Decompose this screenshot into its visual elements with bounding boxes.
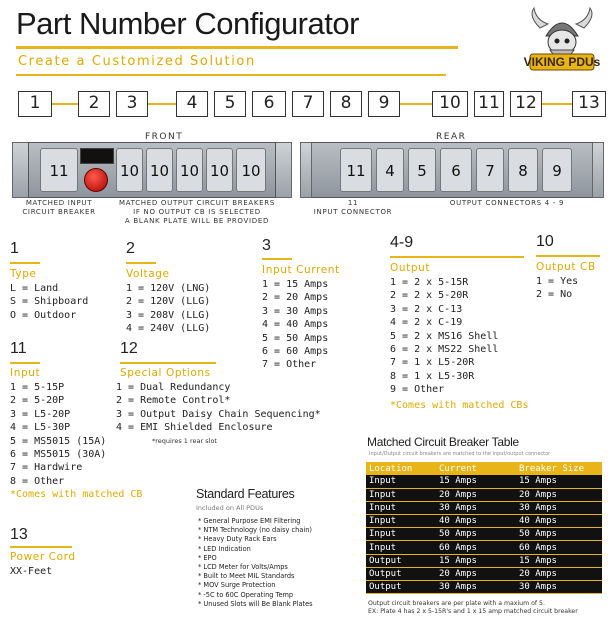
section-11-options: 1 = 5-15P 2 = 5-20P 3 = L5-20P 4 = L5-30P 5 = MS5015 (15A) 6 = MS5015 (30A) 7 = Hardwire 8 = Other [10,382,107,487]
cell: 30 Amps [436,501,516,514]
front-slot-output-cb: 10 [206,148,233,192]
section-rule [390,256,524,258]
rear-rail-right [592,142,604,198]
cb-table-header: Location [366,462,436,475]
cell: 50 Amps [436,528,516,541]
cb-table-footnote: Output circuit breakers are per plate with a maxium of 5. EX: Plate 4 has 2 x 5-15R's and 1 x 15 amp matched circuit breaker [368,600,578,615]
title-rule [16,46,458,49]
part-box-8[interactable]: 8 [330,91,362,117]
page-subtitle: Create a Customized Solution [18,54,256,69]
rear-slot-output: 5 [408,148,436,192]
front-slot-output-cb: 10 [176,148,203,192]
section-12-note: *requires 1 rear slot [152,437,217,445]
cell: 60 Amps [436,541,516,554]
cell: 30 Amps [436,581,516,594]
section-12-number: 12 [120,340,138,357]
cell: Output [366,567,436,580]
cell: 15 Amps [516,475,602,488]
section-1-number: 1 [10,240,19,257]
cell: Input [366,541,436,554]
rear-slot-output: 4 [376,148,404,192]
table-row [366,515,602,528]
cell: 15 Amps [436,475,516,488]
front-caption-input: MATCHED INPUT CIRCUIT BREAKER [22,199,96,216]
section-1-heading: Type [10,268,37,280]
cell: Input [366,488,436,501]
front-slot-output-cb: 10 [116,148,143,192]
table-row [366,528,602,541]
part-box-9[interactable]: 9 [368,91,400,117]
cell: 15 Amps [516,554,602,567]
cell: Input [366,528,436,541]
rear-caption-input: 11 INPUT CONNECTOR [313,199,393,216]
part-box-1[interactable]: 1 [18,91,52,117]
section-2-heading: Voltage [126,268,170,280]
rear-slot-input-connector: 11 [340,148,372,192]
cell: 20 Amps [436,567,516,580]
cell: Input [366,515,436,528]
section-12-heading: Special Options [120,367,211,379]
standard-features-title: Standard Features [196,487,295,501]
section-4-9-note: *Comes with matched CBs [390,400,529,411]
table-row [366,554,602,567]
section-4-9-options: 1 = 2 x 5-15R 2 = 2 x 5-20R 3 = 2 x C-13 4 = 2 x C-19 5 = 2 x MS16 Shell 6 = 2 x MS22 Shell 7 = 1 x L5-20R 8 = 1 x L5-30R 9 = Other [390,277,499,396]
section-13-number: 13 [10,526,28,543]
front-label: FRONT [145,132,184,142]
table-row [366,488,602,501]
section-13-options: XX-Feet [10,566,53,577]
rear-caption-output: OUTPUT CONNECTORS 4 - 9 [449,199,565,207]
connector [148,103,176,105]
section-11-note: *Comes with matched CB [10,489,143,500]
section-3-heading: Input Current [262,264,340,276]
subtitle-rule [16,74,446,76]
part-box-3[interactable]: 3 [116,91,148,117]
cell: 60 Amps [516,541,602,554]
page-title: Part Number Configurator [16,6,359,41]
standard-features-subtitle: Included on All PDUs [196,504,264,512]
part-box-10[interactable]: 10 [432,91,468,117]
cell: Output [366,554,436,567]
table-row [366,567,602,580]
connector [400,103,432,105]
cell: 40 Amps [436,515,516,528]
cell: Input [366,501,436,514]
part-box-6[interactable]: 6 [252,91,286,117]
cell: 15 Amps [436,554,516,567]
viking-logo [520,6,604,84]
part-box-4[interactable]: 4 [176,91,208,117]
section-11-heading: Input [10,367,41,379]
cell: 20 Amps [436,488,516,501]
section-10-number: 10 [536,233,554,250]
part-box-12[interactable]: 12 [510,91,542,117]
cell: 40 Amps [516,515,602,528]
connector [542,103,572,105]
cell: Output [366,581,436,594]
rear-slot-output: 7 [476,148,504,192]
section-11-number: 11 [10,340,27,357]
section-rule [10,262,40,264]
standard-features-list: * General Purpose EMI Filtering * NTM Technology (no daisy chain) * Heavy Duty Rack Ears * LED Indication * EPO * LCD Meter for Volts/Amps * Built to Meet MIL Standards * MOV Surge Protection * -5C to 60C Operating Temp * Unused Slots will Be Blank Plates [198,517,313,608]
cb-table [366,462,602,594]
section-1-options: L = Land S = Shipboard O = Outdoor [10,283,89,321]
table-row [366,581,602,594]
part-box-13[interactable]: 13 [572,91,606,117]
section-4-9-heading: Output [390,262,431,274]
table-row [366,475,602,488]
rear-label: REAR [436,132,467,142]
section-10-options: 1 = Yes 2 = No [536,276,579,301]
rear-rail-left [300,142,312,198]
section-2-number: 2 [126,240,135,257]
front-slot-output-cb: 10 [146,148,173,192]
cell: Input [366,475,436,488]
epo-button-icon[interactable] [84,168,108,192]
section-rule [120,362,216,364]
cb-table-subtitle: Input/Output circuit breakers are matched to the input/output connector [369,451,551,457]
part-box-5[interactable]: 5 [214,91,246,117]
section-rule [126,262,156,264]
cell: 20 Amps [516,567,602,580]
lcd-meter [80,148,114,164]
logo-wordmark: VIKING PDUs [523,55,601,69]
rear-slot-output: 9 [542,148,572,192]
cell: 50 Amps [516,528,602,541]
section-3-options: 1 = 15 Amps 2 = 20 Amps 3 = 30 Amps 4 = 40 Amps 5 = 50 Amps 6 = 60 Amps 7 = Other [262,279,329,371]
rear-slot-output: 8 [508,148,538,192]
connector [52,103,78,105]
table-row [366,501,602,514]
part-box-11[interactable]: 11 [474,91,504,117]
section-10-heading: Output CB [536,261,596,273]
cb-table-header: Current [436,462,516,475]
section-rule [10,546,72,548]
section-2-options: 1 = 120V (LNG) 2 = 120V (LLG) 3 = 208V (LLG) 4 = 240V (LLG) [126,283,211,335]
table-row [366,541,602,554]
section-3-number: 3 [262,237,271,254]
section-rule [262,258,292,260]
rear-slot-output: 6 [440,148,472,192]
front-slot-output-cb: 10 [236,148,266,192]
cell: 20 Amps [516,488,602,501]
section-rule [10,362,40,364]
part-box-2[interactable]: 2 [78,91,110,117]
cb-table-title: Matched Circuit Breaker Table [367,435,519,449]
section-4-9-number: 4-9 [390,234,414,251]
part-box-7[interactable]: 7 [292,91,324,117]
section-rule [536,255,600,257]
front-slot-input-cb: 11 [40,148,78,192]
cb-table-header: Breaker Size [516,462,602,475]
section-13-heading: Power Cord [10,551,76,563]
cell: 30 Amps [516,501,602,514]
cell: 30 Amps [516,581,602,594]
front-caption-output: MATCHED OUTPUT CIRCUIT BREAKERS IF NO OUTPUT CB IS SELECTED A BLANK PLATE WILL BE PROVIDED [118,199,276,225]
section-12-options: 1 = Dual Redundancy 2 = Remote Control* 3 = Output Daisy Chain Sequencing* 4 = EMI Shielded Enclosure [116,382,321,434]
